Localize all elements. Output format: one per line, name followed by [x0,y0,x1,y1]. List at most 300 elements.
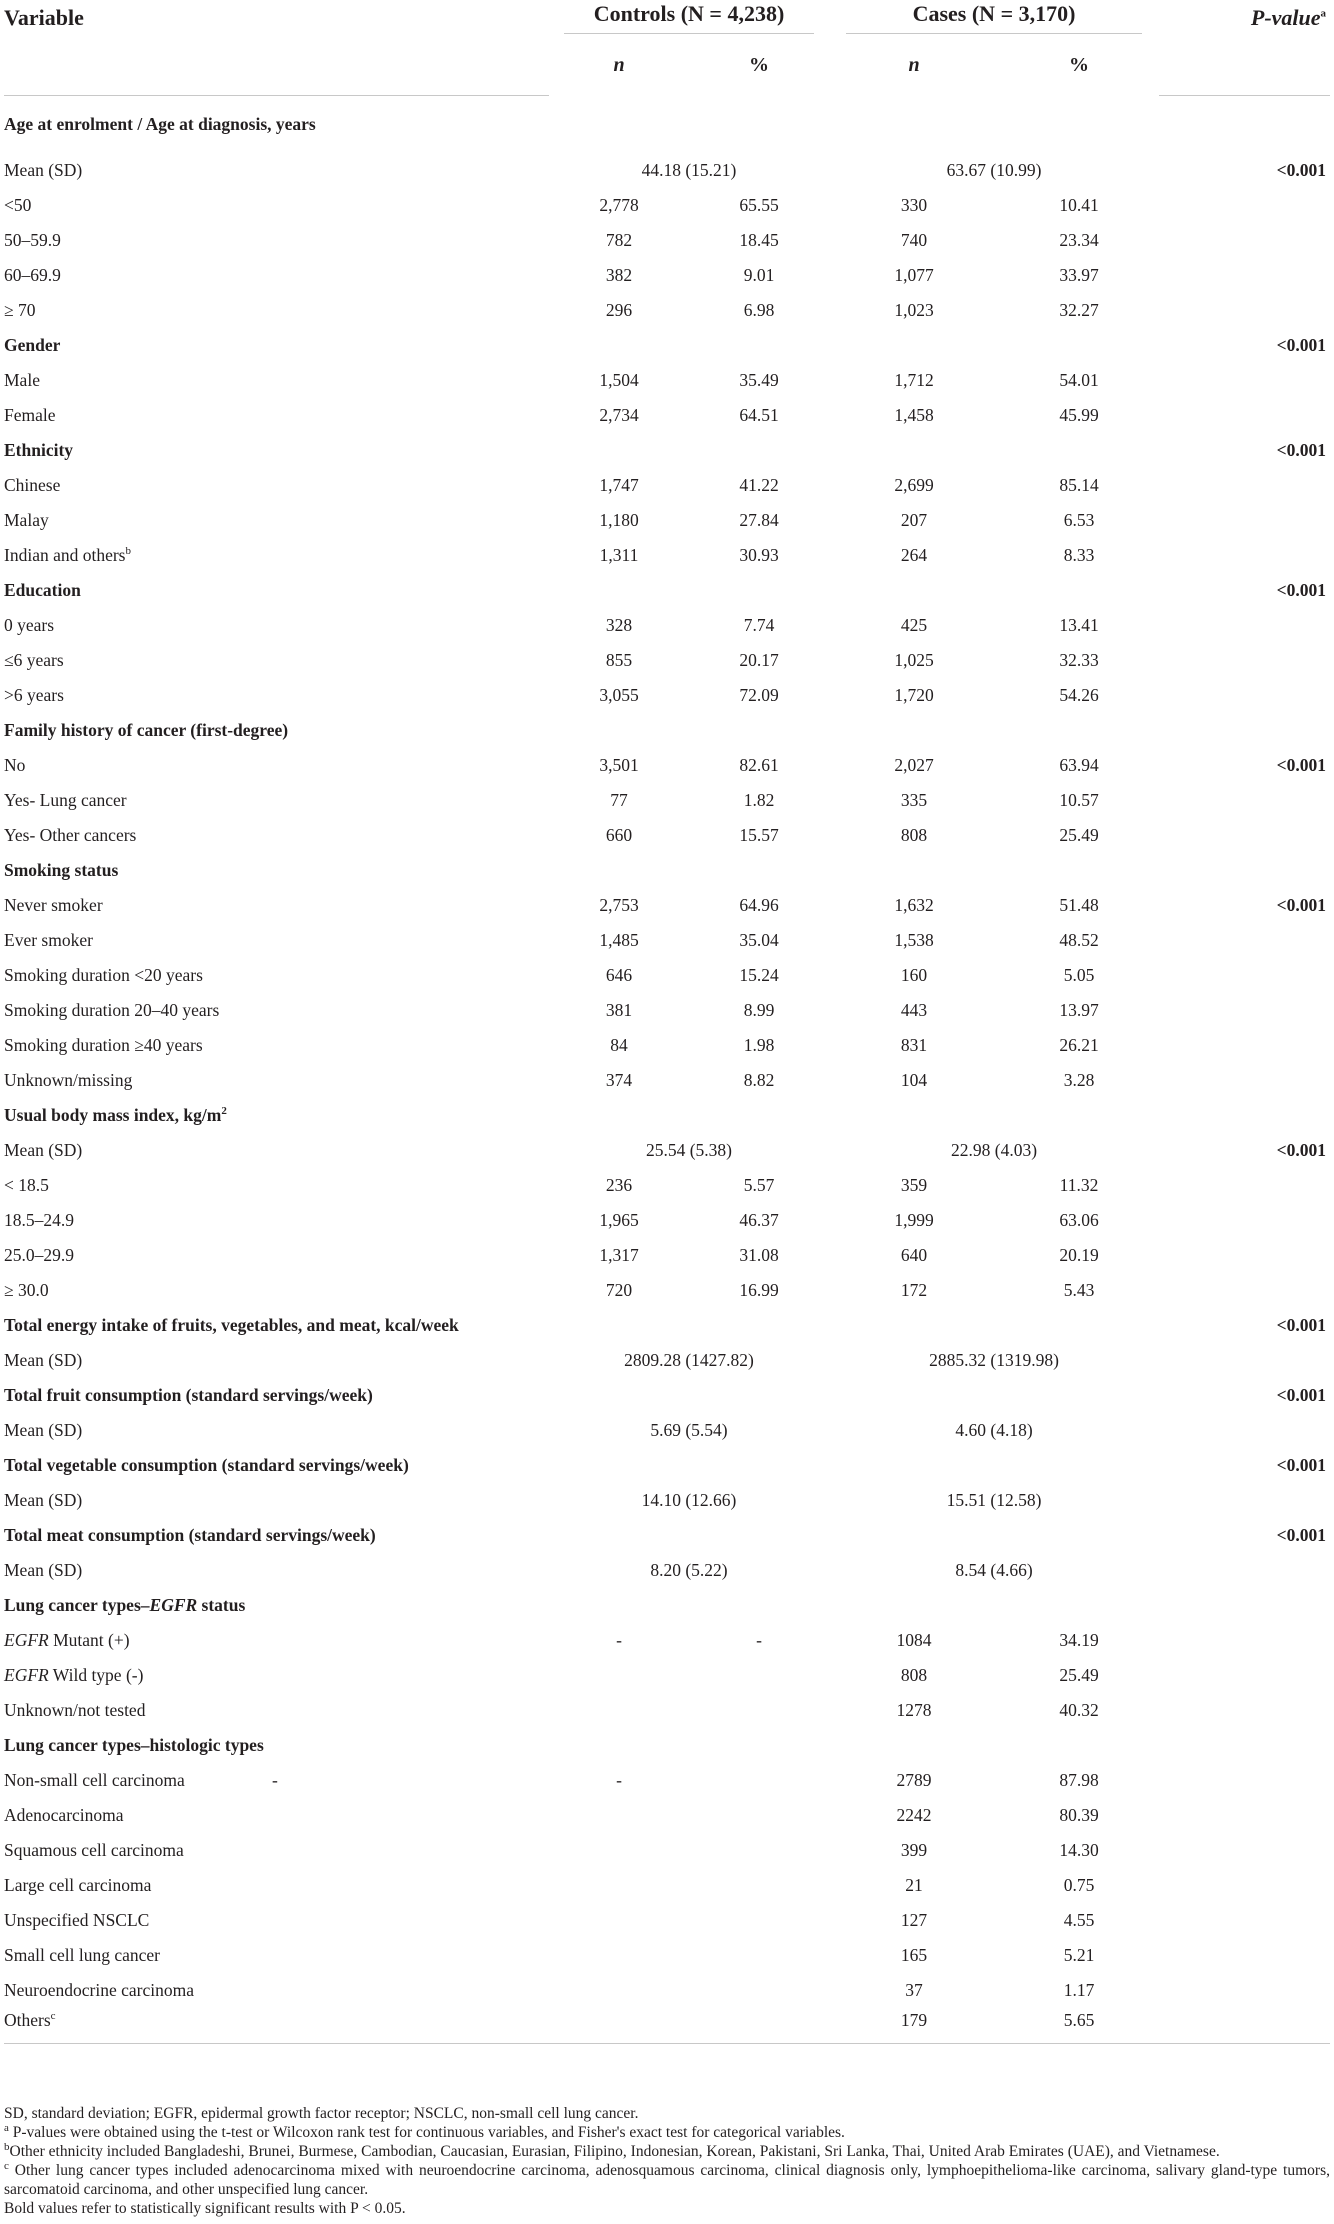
cases-pct: 26.21 [1059,1035,1099,1055]
controls-pct: 46.37 [739,1210,779,1230]
controls-n: 2,778 [599,195,639,215]
row-label: Mean (SD) [4,1490,83,1510]
table-row [4,748,1330,783]
table-row [4,1763,1330,1798]
controls-n [549,1903,689,1938]
controls-pct: 27.84 [739,510,779,530]
p-value [1159,1973,1330,2008]
row-label: < 18.5 [4,1175,49,1195]
cases-mean-sd: 15.51 (12.58) [946,1490,1042,1510]
controls-n: 236 [605,1175,633,1195]
table-row [4,1133,1330,1168]
cases-n: 330 [900,195,928,215]
controls-n [549,1868,689,1903]
row-label: Mean (SD) [4,1420,83,1440]
section-row [4,1518,1330,1553]
cases-n: 21 [905,1875,923,1895]
p-value [1159,1203,1330,1238]
p-value [1159,95,1330,153]
row-label: 50–59.9 [4,230,61,250]
controls-n [549,1833,689,1868]
p-value [1159,1588,1330,1623]
cases-n: 179 [829,2008,999,2043]
table-row [4,1798,1330,1833]
p-value [1159,1273,1330,1308]
cases-n: 1,077 [894,265,934,285]
table-row [4,2008,1330,2043]
controls-pct: 64.51 [739,405,779,425]
p-value [1159,1798,1330,1833]
p-value [1159,678,1330,713]
cases-mean-sd: 8.54 (4.66) [955,1560,1033,1580]
controls-n [549,1938,689,1973]
controls-header: Controls (N = 4,238) [549,0,829,35]
p-value [1159,1483,1330,1518]
cases-pct: 14.30 [1059,1840,1099,1860]
p-value [1159,783,1330,818]
p-value: <0.001 [1276,1315,1327,1335]
cases-pct: 34.19 [1059,1630,1099,1650]
p-value [1159,608,1330,643]
p-value [1159,258,1330,293]
row-label: Mean (SD) [4,160,83,180]
cases-pct: 48.52 [1059,930,1099,950]
table-row [4,1693,1330,1728]
p-value: <0.001 [1276,895,1327,915]
controls-n: 84 [610,1035,628,1055]
controls-mean-sd: 5.69 (5.54) [650,1420,728,1440]
p-value [1159,713,1330,748]
section-label: Ethnicity [4,440,74,460]
controls-n: 855 [605,650,633,670]
cases-n: 1,712 [894,370,934,390]
p-value: <0.001 [1276,580,1327,600]
controls-pct [689,1868,829,1903]
row-label: ≥ 30.0 [4,1280,49,1300]
cases-pct: 6.53 [1063,510,1095,530]
p-value [1159,503,1330,538]
cases-pct: 8.33 [1063,545,1095,565]
p-value [1159,223,1330,258]
controls-n [549,1693,689,1728]
row-label: ≤6 years [4,650,64,670]
p-value [1159,538,1330,573]
table-row [4,293,1330,328]
controls-pct: 65.55 [739,195,779,215]
row-label: Smoking duration 20–40 years [4,1000,220,1020]
table-row [4,1238,1330,1273]
cases-pct: 5.21 [1063,1945,1095,1965]
cases-pct: 11.32 [1059,1175,1099,1195]
footnote-abbreviations: SD, standard deviation; EGFR, epidermal growth factor receptor; NSCLC, non-small cell lung cancer. [4,2105,639,2122]
controls-pct: 1.98 [743,1035,775,1055]
cases-n: 808 [900,825,928,845]
p-value [1159,1728,1330,1763]
controls-pct: 6.98 [743,300,775,320]
table-row [4,1938,1330,1973]
footnote-bold-note: Bold values refer to statistically significant results with P < 0.05. [4,2200,406,2217]
table-row [4,608,1330,643]
table-row [4,1413,1330,1448]
cases-n-header: n [908,53,920,76]
controls-n [549,2008,689,2043]
cases-pct: 5.05 [1063,965,1095,985]
cases-n: 359 [900,1175,928,1195]
table-header-row [4,0,1330,35]
row-label: 25.0–29.9 [4,1245,74,1265]
table-row [4,1168,1330,1203]
cases-n: 165 [900,1945,928,1965]
p-value: <0.001 [1276,1455,1327,1475]
controls-pct [689,1903,829,1938]
row-label: <50 [4,195,32,215]
cases-pct: 3.28 [1063,1070,1095,1090]
row-label: Large cell carcinoma [4,1875,152,1895]
controls-pct: 5.57 [743,1175,775,1195]
p-value: <0.001 [1276,1385,1327,1405]
cases-n: 399 [900,1840,928,1860]
p-value [1159,1938,1330,1973]
row-label: Yes- Other cancers [4,825,137,845]
table-footnotes [4,2104,1330,2218]
controls-n: 382 [605,265,633,285]
table-row [4,1343,1330,1378]
table-row [4,818,1330,853]
table-row [4,1623,1330,1658]
variable-header: Variable [4,4,84,30]
row-label: Neuroendocrine carcinoma [4,1980,194,2000]
cases-n: 207 [900,510,928,530]
cases-mean-sd: 2885.32 (1319.98) [929,1350,1059,1370]
controls-pct: 7.74 [743,615,775,635]
controls-pct: 8.99 [743,1000,775,1020]
table-row [4,1903,1330,1938]
row-label: Squamous cell carcinoma [4,1840,184,1860]
p-value [1159,1693,1330,1728]
p-value [1159,1623,1330,1658]
cases-n: 104 [900,1070,928,1090]
cases-pct: 54.01 [1059,370,1099,390]
controls-n: 381 [605,1000,633,1020]
controls-n: 660 [605,825,633,845]
cases-mean-sd: 4.60 (4.18) [955,1420,1033,1440]
table-row [4,188,1330,223]
table-row [4,398,1330,433]
controls-n: - [616,1770,622,1790]
cases-n: 2,699 [894,475,934,495]
section-label: Total fruit consumption (standard servings/week) [4,1385,373,1405]
p-value [1159,1903,1330,1938]
row-label: Never smoker [4,895,103,915]
controls-n [549,1973,689,2008]
cases-pct: 32.27 [1059,300,1099,320]
table-row [4,1868,1330,1903]
characteristics-table [4,0,1330,2044]
table-row [4,1973,1330,2008]
cases-n: 425 [900,615,928,635]
cases-n: 264 [900,545,928,565]
section-row [4,433,1330,468]
cases-pct: 10.57 [1059,790,1099,810]
table-row [4,153,1330,188]
controls-n: 1,485 [599,930,639,950]
section-row [4,328,1330,363]
section-label: Gender [4,335,61,355]
cases-n: 831 [900,1035,928,1055]
controls-pct: 18.45 [739,230,779,250]
row-label: Non-small cell carcinoma - [4,1770,278,1790]
section-row [4,1308,1330,1343]
section-row [4,1378,1330,1413]
p-value: <0.001 [1276,1140,1327,1160]
dash-marker: - [272,1770,278,1790]
cases-n: 443 [900,1000,928,1020]
section-row [4,1728,1330,1763]
p-value [1159,993,1330,1028]
section-row [4,853,1330,888]
section-label: Education [4,580,81,600]
table-row [4,468,1330,503]
p-value [1159,293,1330,328]
controls-pct: 64.96 [739,895,779,915]
table-row [4,538,1330,573]
cases-pct: 63.06 [1059,1210,1099,1230]
table-row [4,503,1330,538]
cases-pct: 5.43 [1063,1280,1095,1300]
cases-n: 160 [900,965,928,985]
cases-n: 1,025 [894,650,934,670]
p-value [1159,468,1330,503]
row-label: Unspecified NSCLC [4,1910,150,1930]
controls-pct: 30.93 [739,545,779,565]
section-label: Family history of cancer (first-degree) [4,720,289,740]
p-value: <0.001 [1276,335,1327,355]
controls-mean-sd: 25.54 (5.38) [645,1140,733,1160]
p-value: <0.001 [1276,755,1327,775]
section-label: Total energy intake of fruits, vegetables, and meat, kcal/week [4,1315,459,1335]
section-row [4,1448,1330,1483]
row-label: Female [4,405,56,425]
p-value [1159,1238,1330,1273]
controls-n: 328 [605,615,633,635]
controls-pct: 16.99 [739,1280,779,1300]
controls-n [549,1658,689,1693]
table-row [4,1028,1330,1063]
pvalue-header: P-value$^a$ [1250,4,1327,30]
controls-pct [689,1833,829,1868]
cases-n: 37 [905,1980,923,2000]
row-label: EGFR Mutant (+) [4,1630,130,1650]
cases-n: 335 [900,790,928,810]
controls-n: 3,055 [599,685,639,705]
cases-pct-header: % [1069,53,1090,76]
controls-n: 77 [610,790,628,810]
cases-pct: 40.32 [1059,1700,1099,1720]
table-row [4,678,1330,713]
table-row [4,1833,1330,1868]
table-row [4,783,1330,818]
cases-pct: 0.75 [1063,1875,1095,1895]
p-value [1159,853,1330,888]
controls-n: 296 [605,300,633,320]
cases-n: 127 [900,1910,928,1930]
row-label: Unknown/missing [4,1070,133,1090]
controls-pct-header: % [749,53,769,76]
cases-pct: 20.19 [1059,1245,1099,1265]
table-body [4,95,1330,2043]
controls-pct: 20.17 [739,650,779,670]
row-label: 0 years [4,615,55,635]
row-label: >6 years [4,685,64,705]
controls-pct: 41.22 [739,475,779,495]
section-label: Total vegetable consumption (standard servings/week) [4,1455,409,1475]
p-value [1159,2008,1330,2043]
controls-pct: 31.08 [739,1245,779,1265]
controls-pct: 35.04 [739,930,779,950]
p-value [1159,363,1330,398]
section-label: Lung cancer types–EGFR status [4,1595,246,1615]
p-value [1159,1098,1330,1133]
footnote-b: $^b$Other ethnicity included Bangladeshi, Brunei, Burmese, Cambodian, Caucasian, Eurasian, Filipino, Indonesian, Korean, Pakistani, Sri Lanka, Thai, United Arab Emirates (UAE), and Vietnamese. [4,2140,1220,2160]
cases-n: 1,999 [894,1210,934,1230]
table-row [4,923,1330,958]
cases-n: 1,458 [894,405,934,425]
p-value [1159,818,1330,853]
p-value [1159,1658,1330,1693]
controls-pct [689,1938,829,1973]
controls-pct: 8.82 [743,1070,775,1090]
controls-n: 720 [605,1280,633,1300]
p-value [1159,1413,1330,1448]
cases-pct: 13.41 [1059,615,1099,635]
row-label: Malay [4,510,49,530]
cases-pct: 10.41 [1059,195,1099,215]
controls-pct: - [756,1630,762,1650]
controls-pct: 15.57 [739,825,779,845]
section-row [4,713,1330,748]
table-row [4,1553,1330,1588]
cases-pct: 4.55 [1063,1910,1095,1930]
section-label: Lung cancer types–histologic types [4,1735,264,1755]
controls-n: 1,317 [599,1245,639,1265]
row-label: 60–69.9 [4,265,61,285]
cases-n: 2,027 [894,755,934,775]
controls-n: 1,504 [599,370,639,390]
row-label: Adenocarcinoma [4,1805,124,1825]
row-label: ≥ 70 [4,300,36,320]
p-value [1159,188,1330,223]
controls-n: 374 [605,1070,633,1090]
section-label: Age at enrolment / Age at diagnosis, years [4,113,316,134]
controls-pct: 1.82 [743,790,775,810]
cases-n: 808 [900,1665,928,1685]
table-row [4,1483,1330,1518]
controls-n-header: n [613,53,625,76]
table-row [4,223,1330,258]
controls-pct [689,1798,829,1833]
p-value [1159,1833,1330,1868]
row-label: Small cell lung cancer [4,1945,160,1965]
row-label: 18.5–24.9 [4,1210,74,1230]
cases-header: Cases (N = 3,170) [829,0,1159,35]
controls-pct [689,1973,829,2008]
controls-n: 782 [605,230,633,250]
p-value [1159,958,1330,993]
row-label: Male [4,370,40,390]
row-label: Smoking duration <20 years [4,965,203,985]
section-row [4,573,1330,608]
cases-pct: 13.97 [1059,1000,1099,1020]
cases-pct: 33.97 [1059,265,1099,285]
table-row [4,643,1330,678]
cases-n: 1278 [896,1700,932,1720]
section-label: Usual body mass index, $kg/m^2$ [4,1105,227,1125]
controls-pct [689,2008,829,2043]
row-label: Mean (SD) [4,1140,83,1160]
section-row [4,95,1330,153]
row-label: EGFR Wild type (-) [4,1665,144,1685]
controls-pct [689,1658,829,1693]
table-row [4,1203,1330,1238]
controls-n: 1,311 [599,545,639,565]
table-row [4,1063,1330,1098]
table-row [4,888,1330,923]
section-row [4,1098,1330,1133]
table-row [4,1273,1330,1308]
footnote-a: $^a$ P-values were obtained using the t-test or Wilcoxon rank test for continuous variables, and Fisher's exact test for categorical variables. [4,2121,845,2141]
controls-mean-sd: 8.20 (5.22) [650,1560,728,1580]
row-label: Others$^c$ [4,2008,549,2043]
p-value [1159,1553,1330,1588]
p-value [1159,923,1330,958]
controls-mean-sd: 2809.28 (1427.82) [624,1350,754,1370]
p-value: <0.001 [1276,440,1327,460]
row-label: Unknown/not tested [4,1700,146,1720]
cases-pct: 32.33 [1059,650,1099,670]
p-value [1159,1343,1330,1378]
controls-mean-sd: 44.18 (15.21) [641,160,737,180]
cases-pct: 5.65 [999,2008,1159,2043]
row-label: Mean (SD) [4,1350,83,1370]
controls-pct [689,1763,829,1798]
cases-n: 1,720 [894,685,934,705]
cases-pct: 23.34 [1059,230,1099,250]
controls-pct [689,1693,829,1728]
cases-pct: 25.49 [1059,1665,1099,1685]
p-value: <0.001 [1276,1525,1327,1545]
p-value [1159,398,1330,433]
section-row [4,1588,1330,1623]
cases-mean-sd: 22.98 (4.03) [951,1140,1038,1160]
table-row [4,258,1330,293]
row-label: Indian and others$^b$ [4,545,131,565]
cases-pct: 1.17 [1063,1980,1095,2000]
table-row [4,1658,1330,1693]
cases-n: 2789 [896,1770,932,1790]
cases-n: 1,023 [894,300,934,320]
row-label: Chinese [4,475,61,495]
row-label: Yes- Lung cancer [4,790,127,810]
table-subheader-row [4,35,1330,95]
row-label: Smoking duration ≥40 years [4,1035,203,1055]
controls-n: 3,501 [599,755,639,775]
cases-n: 1084 [896,1630,932,1650]
controls-pct: 82.61 [739,755,779,775]
row-label: Ever smoker [4,930,93,950]
controls-n [549,1798,689,1833]
table-row [4,993,1330,1028]
cases-n: 740 [900,230,928,250]
